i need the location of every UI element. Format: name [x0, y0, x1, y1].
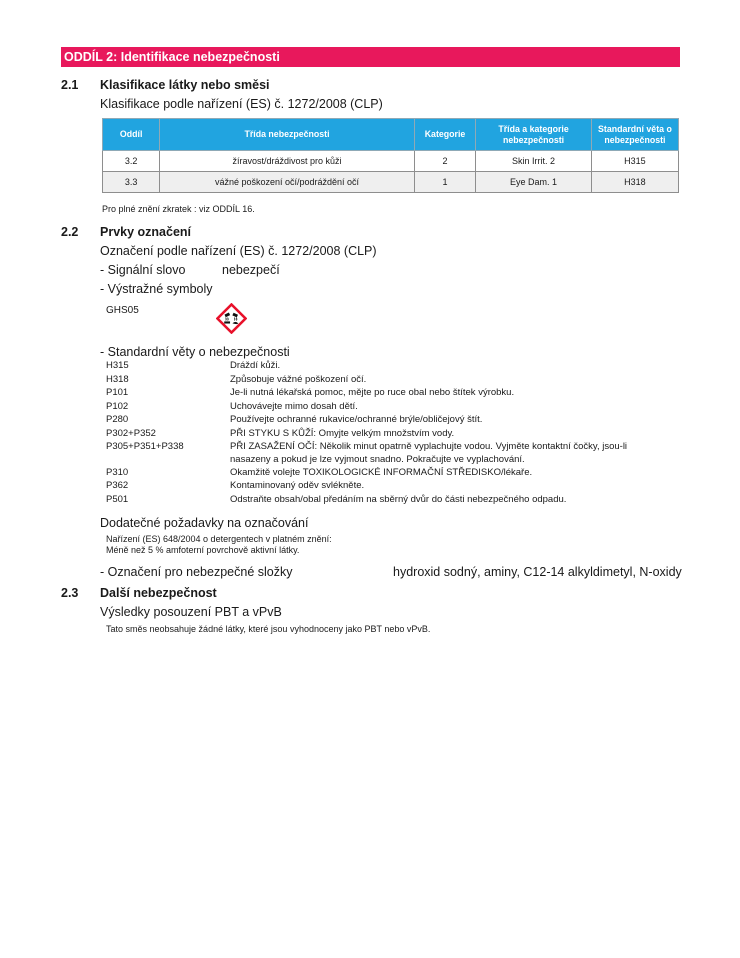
section-number-2-2: 2.2: [61, 225, 79, 239]
table-header: Oddíl: [103, 119, 160, 151]
section-number-2-1: 2.1: [61, 78, 79, 92]
additional-requirements-line: Nařízení (ES) 648/2004 o detergentech v platném znění:: [106, 534, 332, 544]
statement-code: P310: [106, 467, 129, 478]
table-cell: H318: [591, 172, 678, 193]
statement-code: H315: [106, 360, 129, 371]
table-cell: 3.2: [103, 151, 160, 172]
statement-text: Používejte ochranné rukavice/ochranné brýle/obličejový štít.: [230, 414, 483, 425]
section-banner: ODDÍL 2: Identifikace nebezpečnosti: [61, 47, 680, 67]
table-cell: Eye Dam. 1: [476, 172, 592, 193]
table-header: Standardní věta o nebezpečnosti: [591, 119, 678, 151]
table-cell: vážné poškození očí/podráždění očí: [160, 172, 414, 193]
hazard-symbols-label: - Výstražné symboly: [100, 282, 213, 296]
table-cell: žíravost/dráždivost pro kůži: [160, 151, 414, 172]
classification-table: [102, 118, 679, 193]
section-title-2-2: Prvky označení: [100, 225, 192, 239]
hazard-statements-label: - Standardní věty o nebezpečnosti: [100, 345, 290, 359]
hazardous-components-label: - Označení pro nebezpečné složky: [100, 565, 293, 579]
abbreviation-note: Pro plné znění zkratek : viz ODDÍL 16.: [102, 204, 255, 214]
statement-code: P102: [106, 401, 129, 412]
statement-text: Dráždí kůži.: [230, 360, 281, 371]
statement-text: Je-li nutná lékařská pomoc, mějte po ruce obal nebo štítek výrobku.: [230, 387, 515, 398]
statement-text: Odstraňte obsah/obal předáním na sběrný dvůr do části nebezpečného odpadu.: [230, 494, 567, 505]
table-header: Kategorie: [414, 119, 476, 151]
ghs05-corrosion-icon: [216, 303, 247, 334]
table-cell: Skin Irrit. 2: [476, 151, 592, 172]
statement-text: PŘI ZASAŽENÍ OČÍ: Několik minut opatrně vyplachujte vodou. Vyjměte kontaktní čočky, jsou-li: [230, 441, 628, 452]
labelling-subtitle: Označení podle nařízení (ES) č. 1272/2008 (CLP): [100, 244, 377, 258]
table-cell: H315: [591, 151, 678, 172]
hazardous-components-value: hydroxid sodný, aminy, C12-14 alkyldimetyl, N-oxidy: [393, 565, 682, 579]
table-cell: 1: [414, 172, 476, 193]
statement-text: PŘI STYKU S KŮŽÍ: Omyjte velkým množstvím vody.: [230, 428, 455, 439]
section-title-2-1: Klasifikace látky nebo směsi: [100, 78, 270, 92]
additional-requirements-line: Méně než 5 % amfoterní povrchově aktivní látky.: [106, 545, 300, 555]
statement-code: P501: [106, 494, 129, 505]
statement-code: P362: [106, 480, 129, 491]
signal-word-value: nebezpečí: [222, 263, 280, 277]
pbt-text: Tato směs neobsahuje žádné látky, které jsou vyhodnoceny jako PBT nebo vPvB.: [106, 624, 431, 634]
statement-text: Okamžitě volejte TOXIKOLOGICKÉ INFORMAČNÍ STŘEDISKO/lékaře.: [230, 467, 533, 478]
pbt-subtitle: Výsledky posouzení PBT a vPvB: [100, 605, 282, 619]
table-header: Třída a kategorie nebezpečnosti: [476, 119, 592, 151]
table-header: Třída nebezpečnosti: [160, 119, 414, 151]
statement-code: P280: [106, 414, 129, 425]
statement-text-continued: nasazeny a pokud je lze vyjmout snadno. Pokračujte ve vyplachování.: [230, 454, 525, 465]
statement-code: P101: [106, 387, 129, 398]
section-title-2-3: Další nebezpečnost: [100, 586, 217, 600]
table-row: [103, 172, 679, 193]
table-cell: 3.3: [103, 172, 160, 193]
signal-word-label: - Signální slovo: [100, 263, 186, 277]
classification-subtitle: Klasifikace podle nařízení (ES) č. 1272/2008 (CLP): [100, 97, 383, 111]
statement-code: H318: [106, 374, 129, 385]
additional-requirements-title: Dodatečné požadavky na označování: [100, 516, 309, 530]
statement-text: Kontaminovaný oděv svlékněte.: [230, 480, 365, 491]
ghs-code: GHS05: [106, 305, 139, 316]
statement-text: Způsobuje vážné poškození očí.: [230, 374, 367, 385]
statement-code: P302+P352: [106, 428, 156, 439]
statement-text: Uchovávejte mimo dosah dětí.: [230, 401, 358, 412]
section-number-2-3: 2.3: [61, 586, 79, 600]
table-cell: 2: [414, 151, 476, 172]
statement-code: P305+P351+P338: [106, 441, 184, 452]
table-row: [103, 151, 679, 172]
